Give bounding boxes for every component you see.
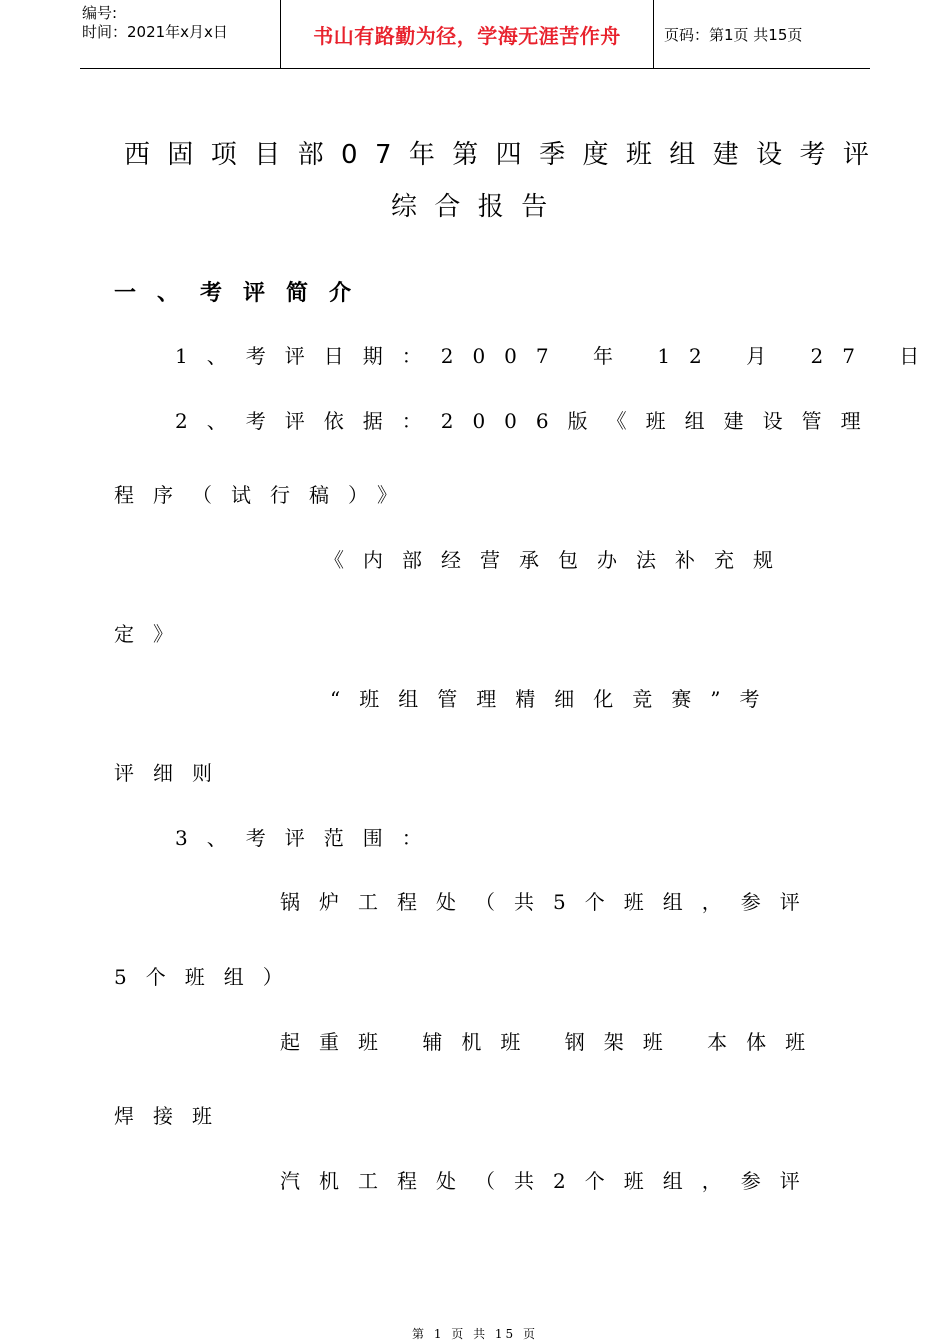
dept-boiler-line-1: 锅炉工程处（共5个班组，参评 (280, 890, 819, 914)
item-scope: 3、考评范围： (175, 826, 441, 850)
header-motto-cell (281, 0, 654, 68)
date-label: 时间：2021年x月x日 (82, 23, 228, 41)
item-basis-line-2: 程序（试行稿）》 (114, 483, 416, 507)
header-page-info-cell (654, 0, 870, 68)
basis-2-line-1: 《内部经营承包办法补充规 (324, 548, 792, 572)
basis-3-line-2: 评细则 (114, 761, 231, 785)
dept-boiler-line-2: 5个班组） (114, 965, 302, 989)
dept-turbine-line-1: 汽机工程处（共2个班组，参评 (280, 1169, 819, 1193)
motto: 书山有路勤为径，学海无涯苦作舟 (313, 23, 621, 48)
item-exam-date: 1、考评日期：2007 年 12 月 27 日 (175, 344, 939, 368)
title-line-1: 西固项目部07年第四季度班组建设考评 (124, 140, 887, 170)
teams-boiler-line-2: 焊接班 (114, 1104, 231, 1128)
teams-boiler-line-1: 起重班 辅机班 钢架班 本体班 (280, 1030, 825, 1054)
title-line-2: 综合报告 (391, 192, 565, 222)
page-info: 页码：第1页 共15页 (664, 25, 803, 44)
section-heading: 一、考评简介 (114, 281, 373, 306)
page-header (80, 0, 870, 69)
basis-2-line-2: 定》 (114, 622, 192, 646)
item-basis-line-1: 2、考评依据：2006版《班组建设管理 (175, 409, 880, 433)
number-label: 编号: (82, 4, 118, 22)
page-footer: 第 1 页 共 15 页 (412, 1327, 538, 1341)
header-meta (80, 0, 281, 68)
basis-3-line-1: “班组管理精细化竞赛”考 (330, 687, 779, 711)
